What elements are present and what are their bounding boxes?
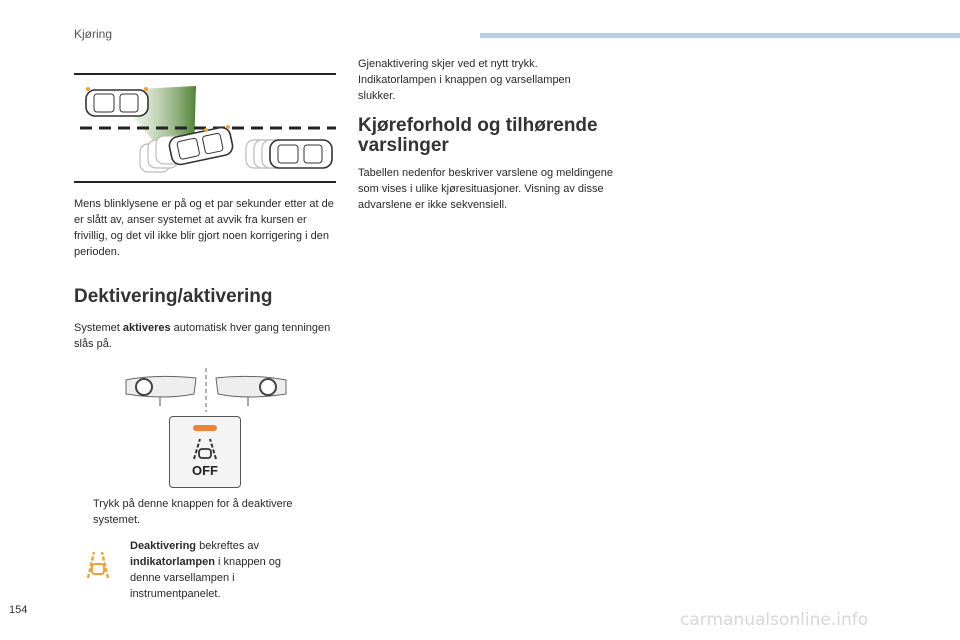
car-top (86, 87, 148, 116)
table-description-paragraph: Tabellen nedenfor beskriver varslene og meldingene som vises i ulike kjøresituasjoner. Visning av disse advarslene er ikke sekvensiell. (358, 167, 613, 211)
activation-paragraph: Systemet aktiveres automatisk hver gang tenningen slås på. (74, 322, 331, 350)
reactivation-paragraph: Gjenaktivering skjer ved et nytt trykk. Indikatorlampen i knappen og varsellampen slukker. (358, 58, 571, 102)
blinker-paragraph: Mens blinklysene er på og et par sekunder etter at de er slått av, anser systemet at avvik fra kursen er frivillig, og det vil ikke blir gjort noen korrigering i den perioden. (74, 198, 334, 258)
lane-assist-off-button[interactable] (169, 416, 241, 488)
conditions-heading: Kjøreforhold og tilhørende varslinger (358, 115, 598, 156)
header-bar (480, 33, 960, 38)
lane-warning-lamp-icon (82, 548, 114, 580)
car-right (270, 140, 332, 168)
deactivation-note: Deaktivering bekreftes av indikatorlampen i knappen og denne varsellampen i instrumentpanelet. (130, 540, 282, 600)
steering-wheel-icon (260, 379, 276, 395)
lane-car-icon (190, 437, 220, 461)
section-header: Kjøring (74, 27, 113, 41)
off-label: OFF (192, 463, 218, 478)
watermark: carmanualsonline.info (680, 610, 869, 630)
page-number: 154 (9, 604, 28, 616)
press-button-instruction: Trykk på denne knappen for å deaktivere systemet. (93, 498, 293, 526)
lane-departure-illustration (74, 72, 338, 184)
dashboard-illustration (124, 368, 288, 414)
deactivation-heading: Dektivering/aktivering (74, 286, 273, 307)
indicator-lamp (193, 425, 217, 431)
steering-wheel-icon (136, 379, 152, 395)
